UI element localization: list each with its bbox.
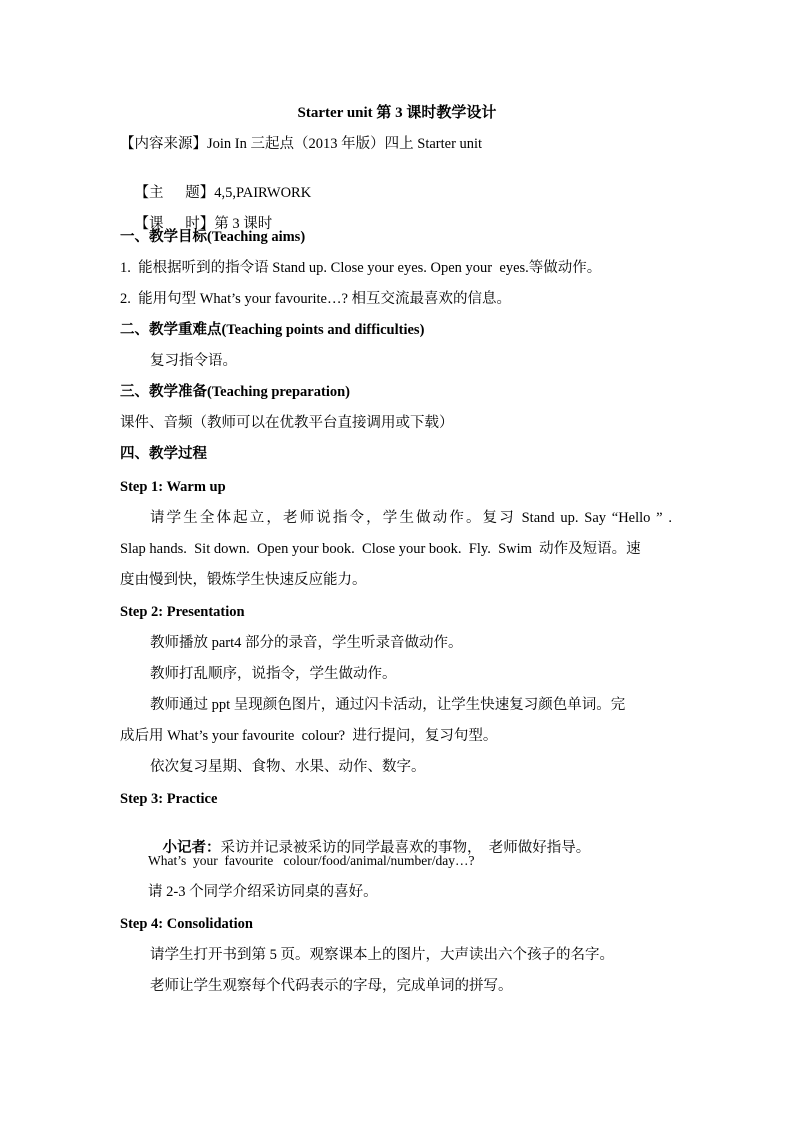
step2-heading: Step 2: Presentation bbox=[120, 604, 245, 620]
step1-line-2: Slap hands. Sit down. Open your book. Close your book. Fly. Swim 动作及短语。速 bbox=[120, 541, 641, 557]
step1-line-1: 请学生全体起立，老师说指令，学生做动作。复习 Stand up. Say “Hello ” . bbox=[150, 510, 672, 526]
meta-period-value: 第 3 课时 bbox=[214, 216, 273, 232]
process-heading: 四、教学过程 bbox=[120, 446, 207, 462]
aims-heading: 一、教学目标(Teaching aims) bbox=[120, 229, 306, 245]
meta-topic-label: 【主 题】 bbox=[134, 185, 215, 201]
step4-heading: Step 4: Consolidation bbox=[120, 916, 253, 932]
preparation-heading: 三、教学准备(Teaching preparation) bbox=[120, 384, 350, 400]
meta-period-label: 【课 时】 bbox=[134, 216, 215, 232]
step2-line-4: 成后用 What’s your favourite colour? 进行提问，复习句型。 bbox=[120, 728, 498, 744]
meta-topic-value: 4,5,PAIRWORK bbox=[214, 185, 312, 201]
document-title: Starter unit 第 3 课时教学设计 bbox=[297, 105, 497, 121]
reporter-label: 小记者： bbox=[162, 840, 221, 856]
step2-line-1: 教师播放 part4 部分的录音，学生听录音做动作。 bbox=[150, 635, 463, 651]
difficulties-heading: 二、教学重难点(Teaching points and difficulties) bbox=[120, 322, 425, 338]
step4-line-2: 老师让学生观察每个代码表示的字母，完成单词的拼写。 bbox=[150, 978, 513, 994]
step4-line-1: 请学生打开书到第 5 页。观察课本上的图片，大声读出六个孩子的名字。 bbox=[150, 947, 614, 963]
step2-line-3: 教师通过 ppt 呈现颜色图片，通过闪卡活动，让学生快速复习颜色单词。完 bbox=[150, 697, 626, 713]
meta-source bbox=[120, 135, 482, 153]
step1-line-3: 度由慢到快，锻炼学生快速反应能力。 bbox=[120, 572, 367, 588]
meta-source-label: 【内容来源】 bbox=[120, 136, 207, 152]
aims-item-1: 1. 能根据听到的指令语 Stand up. Close your eyes. Open your eyes.等做动作。 bbox=[120, 260, 602, 276]
step1-heading: Step 1: Warm up bbox=[120, 479, 226, 495]
step3-line-3: 请 2-3 个同学介绍采访同桌的喜好。 bbox=[148, 884, 378, 900]
step3-line-2: What’s your favourite colour/food/animal/number/day…? bbox=[148, 853, 475, 868]
step3-heading: Step 3: Practice bbox=[120, 791, 218, 807]
reporter-text: 采访并记录被采访的同学最喜欢的事物， 老师做好指导。 bbox=[220, 840, 591, 856]
preparation-text: 课件、音频（教师可以在优教平台直接调用或下载） bbox=[120, 415, 454, 431]
aims-item-2: 2. 能用句型 What’s your favourite…? 相互交流最喜欢的信息。 bbox=[120, 291, 512, 307]
difficulties-text: 复习指令语。 bbox=[150, 353, 237, 369]
step2-line-5: 依次复习星期、食物、水果、动作、数字。 bbox=[150, 759, 426, 775]
step2-line-2: 教师打乱顺序，说指令，学生做动作。 bbox=[150, 666, 397, 682]
meta-source-value: Join In 三起点（2013 年版）四上 Starter unit bbox=[207, 136, 483, 152]
